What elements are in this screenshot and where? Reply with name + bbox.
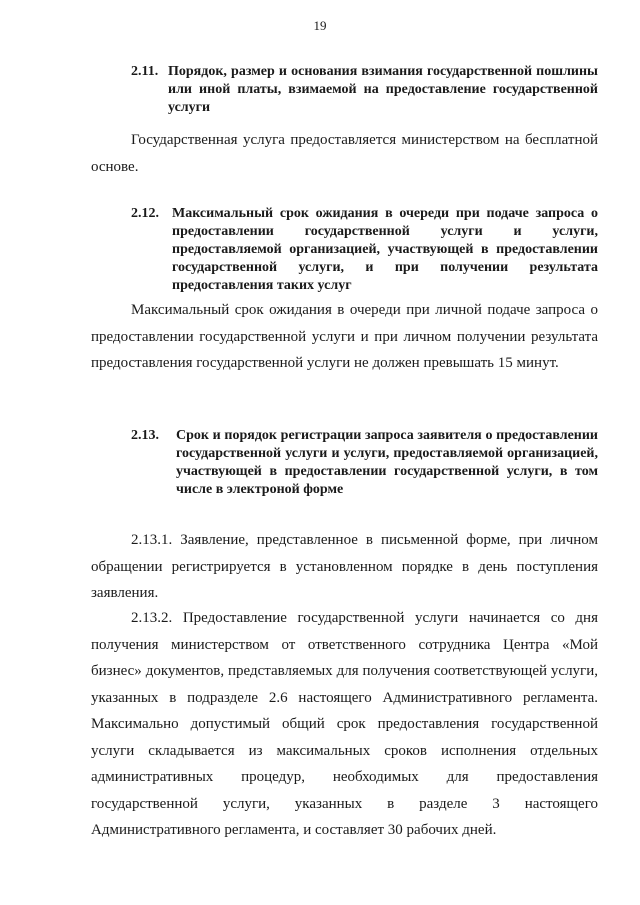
paragraph-2-11: Государственная услуга предоставляется министерством на бесплатной основе. — [91, 132, 598, 175]
section-number: 2.11. — [131, 64, 159, 79]
section-heading-2-11 — [131, 63, 598, 117]
paragraph-2-12: Максимальный срок ожидания в очереди при личной подаче запроса о предоставлении государственной услуги и при личном получении результата предоставления государственной услуги не должен превышать 15 минут. — [91, 302, 598, 371]
section-number: 2.13. — [131, 428, 159, 443]
paragraph-2-13-1: 2.13.1. Заявление, представленное в письменной форме, при личном обращении регистрируется в установленном порядке в день поступления заявления. — [91, 532, 598, 601]
paragraph-2-13-2: 2.13.2. Предоставление государственной услуги начинается со дня получения министерством от ответственного сотрудника Центра «Мой бизнес» документов, представляемых для получения соответствующей услуги, указанных в подразделе 2.6 настоящего Административного регламента. Максимально допустимый общий срок предоставления государственной услуги складывается из максимальных сроков исполнения отдельных административных процедур, необходимых для предоставления государственной услуги, указанных в разделе 3 настоящего Административного регламента, и составляет 30 рабочих дней. — [91, 610, 598, 838]
section-heading-2-13 — [131, 427, 598, 499]
section-title: Максимальный срок ожидания в очереди при подаче запроса о предоставлении государственной услуги и услуги, предоставляемой организацией, участвующей в предоставлении государственной услуги, и при получении результата предоставления таких услуг — [172, 206, 598, 293]
section-title: Срок и порядок регистрации запроса заявителя о предоставлении государственной услуги и услуги, предоставляемой организацией, участвующей в предоставлении государственной услуги, в том числе в электроной форме — [176, 428, 598, 497]
section-title: Порядок, размер и основания взимания государственной пошлины или иной платы, взимаемой на предоставление государственной услуги — [168, 64, 598, 115]
section-number: 2.12. — [131, 206, 159, 221]
section-heading-2-12 — [131, 205, 598, 295]
page-number: 19 — [313, 18, 327, 33]
